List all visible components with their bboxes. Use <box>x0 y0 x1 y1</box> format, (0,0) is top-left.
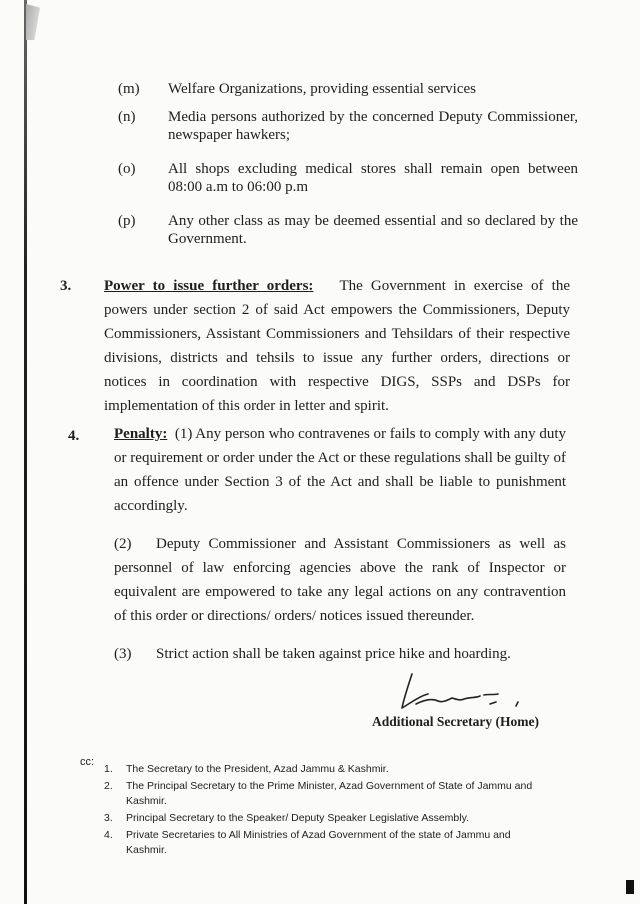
sub-item <box>118 212 578 248</box>
scan-mark <box>626 880 634 894</box>
cc-label: cc: <box>80 756 95 768</box>
section-number: 4. <box>68 428 80 444</box>
section-heading: Penalty: <box>114 426 168 442</box>
signatory-title: Additional Secretary (Home) <box>372 714 539 729</box>
section-text: The Government in exercise of the powers under section 2 of said Act empowers the Commissioners, Deputy Commissioners, Assistant Commissioners and Tehsildars of their respective divisions, districts and tehsils to issue any further orders, directions or notices in coordination with respective DIGS, SSPs and DSPs for implementation of this order in letter and spirit. <box>104 278 571 414</box>
cc-list <box>104 762 554 860</box>
sub-item-letter: (n) <box>118 109 136 125</box>
section-number: 3. <box>60 278 72 294</box>
cc-item <box>104 779 554 809</box>
paragraph-number: (3) <box>114 646 132 662</box>
paragraph-number: (2) <box>114 536 132 552</box>
sub-item <box>118 108 578 144</box>
section-penalty <box>68 422 566 666</box>
cc-item-number: 1. <box>104 763 113 775</box>
sub-item-text: Any other class as may be deemed essential and so declared by the Government. <box>168 213 578 247</box>
signature-image <box>398 668 538 714</box>
paragraph-text: Strict action shall be taken against price hike and hoarding. <box>156 646 511 662</box>
sub-item-list <box>118 80 578 258</box>
sub-item-text: Media persons authorized by the concerned Deputy Commissioner, newspaper hawkers; <box>168 109 578 143</box>
section-heading: Power to issue further orders: <box>104 278 314 294</box>
sub-item-text: Welfare Organizations, providing essential services <box>168 81 476 97</box>
sub-item-letter: (o) <box>118 161 136 177</box>
sub-item-letter: (m) <box>118 81 140 97</box>
sub-item <box>118 160 578 196</box>
cc-item-text: The Secretary to the President, Azad Jammu & Kashmir. <box>126 763 389 775</box>
penalty-paragraph-1 <box>114 422 566 518</box>
cc-item-number: 3. <box>104 812 113 824</box>
cc-item-number: 2. <box>104 780 113 792</box>
sub-item-letter: (p) <box>118 213 136 229</box>
cc-item-text: The Principal Secretary to the Prime Minister, Azad Government of State of Jammu and Kashmir. <box>126 780 533 807</box>
penalty-paragraph-2 <box>114 532 566 628</box>
page-edge <box>24 0 27 904</box>
cc-item-number: 4. <box>104 829 113 841</box>
cc-item-text: Private Secretaries to All Ministries of Azad Government of the state of Jammu and Kashmir. <box>126 829 511 856</box>
section-body <box>104 274 570 418</box>
paragraph-text: Deputy Commissioner and Assistant Commissioners as well as personnel of law enforcing agencies above the rank of Inspector or equivalent are empowered to take any legal actions on any contravention of this order or directions/ orders/ notices issued thereunder. <box>114 536 566 624</box>
cc-item-text: Principal Secretary to the Speaker/ Deputy Speaker Legislative Assembly. <box>126 812 469 824</box>
sub-item <box>118 80 578 98</box>
cc-item <box>104 828 554 858</box>
corner-fold <box>26 4 40 40</box>
sub-item-text: All shops excluding medical stores shall remain open between 08:00 a.m to 06:00 p.m <box>168 161 578 195</box>
section-power-to-issue-orders <box>60 274 571 418</box>
paragraph-text: (1) Any person who contravenes or fails to comply with any duty or requirement or order under the Act or these regulations shall be guilty of an offence under Section 3 of the Act and shall be liable to punishment accordingly. <box>114 426 566 514</box>
cc-item <box>104 762 554 777</box>
cc-item <box>104 811 554 826</box>
penalty-paragraph-3 <box>114 642 566 666</box>
